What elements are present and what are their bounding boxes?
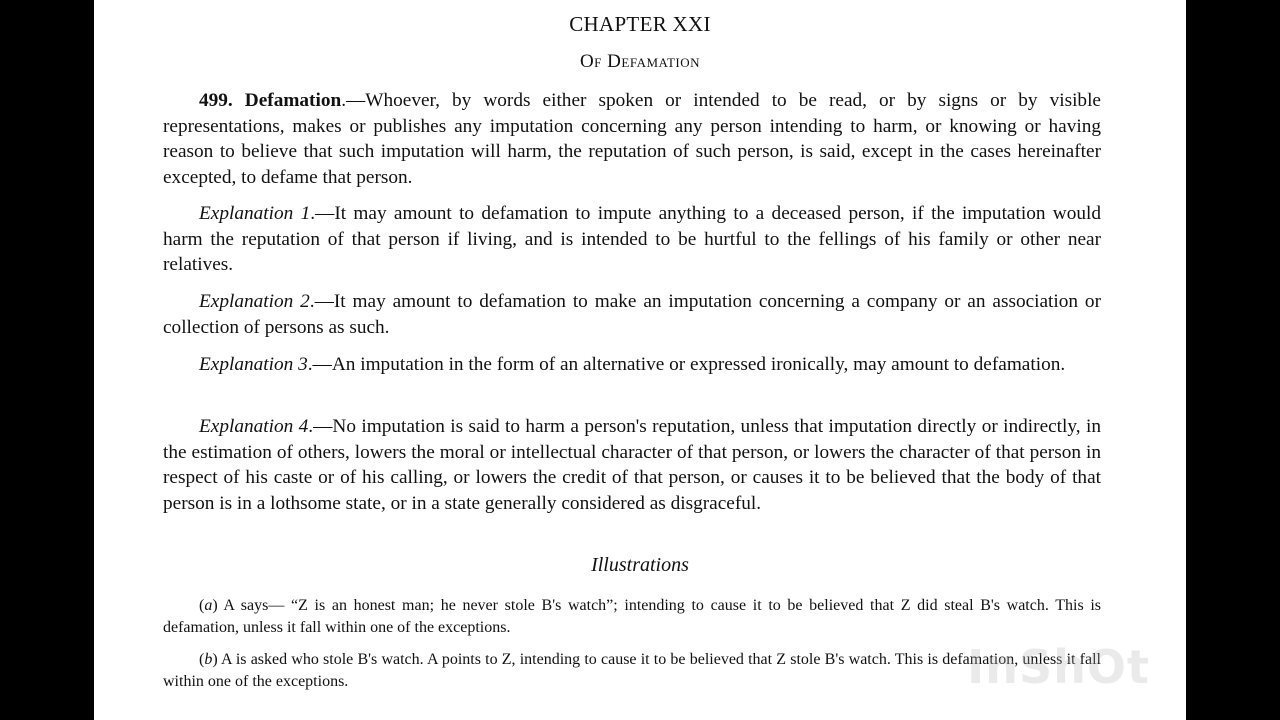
illustration-close-paren: ): [212, 651, 218, 668]
explanation-label: Explanation 4: [199, 416, 309, 437]
explanation-label: Explanation 2: [199, 291, 310, 312]
inshot-watermark: InShOt: [967, 640, 1150, 694]
section-499: [163, 88, 1101, 190]
illustration-text: A is asked who stole B's watch. A points to Z, intending to cause it to be believed that Z stole B's watch. This is defamation, unless it fall within one of the exceptions.: [163, 651, 1101, 690]
explanation-4: [163, 414, 1101, 516]
section-text: .—Whoever, by words either spoken or intended to be read, or by signs or by visible representations, makes or publishes any imputation concerning any person intending to harm, or knowing or having reason to believe that such imputation will harm, the reputation of such person, is said, except in the cases hereinafter excepted, to defame that person.: [163, 90, 1101, 188]
illustration-b: [163, 649, 1101, 693]
illustrations-heading: Illustrations: [591, 554, 689, 576]
illustration-close-paren: ): [212, 597, 218, 614]
explanation-label: Explanation 1: [199, 203, 311, 224]
explanation-text: .—An imputation in the form of an alternative or expressed ironically, may amount to defamation.: [307, 354, 1066, 375]
illustration-letter: b: [204, 651, 213, 668]
chapter-title: CHAPTER XXI: [569, 12, 711, 36]
chapter-subtitle: Of Defamation: [579, 51, 701, 72]
explanation-1: [163, 201, 1101, 278]
illustration-text: A says— “Z is an honest man; he never stole B's watch”; intending to cause it to be believed that Z did steal B's watch. This is defamation, unless it fall within one of the exceptions.: [163, 597, 1101, 636]
illustration-open-paren: (: [199, 651, 205, 668]
explanation-2: [163, 289, 1101, 340]
explanation-text: .—It may amount to defamation to impute anything to a deceased person, if the imputation would harm the reputation of that person if living, and is intended to be hurtful to the fellings of his family or other near relatives.: [163, 203, 1102, 275]
section-number-heading: [199, 90, 341, 111]
illustration-letter: a: [204, 597, 213, 614]
section-heading: Defamation: [244, 90, 342, 111]
explanation-text: .—No imputation is said to harm a person's reputation, unless that imputation directly or indirectly, in the estimation of others, lowers the moral or intellectual character of that person, or lowers the character of that person in respect of his caste or of his calling, or lowers the credit of that person, or causes it to be believed that the body of that person is in a lothsome state, or in a state generally considered as disgraceful.: [163, 416, 1101, 514]
document-page: [94, 0, 1186, 720]
illustration-a: [163, 595, 1101, 639]
section-number: 499.: [199, 90, 233, 111]
explanation-3: [163, 352, 1101, 378]
explanation-label: Explanation 3: [199, 354, 308, 375]
explanation-text: .—It may amount to defamation to make an imputation concerning a company or an association or collection of persons as such.: [163, 291, 1101, 338]
illustration-open-paren: (: [199, 597, 205, 614]
